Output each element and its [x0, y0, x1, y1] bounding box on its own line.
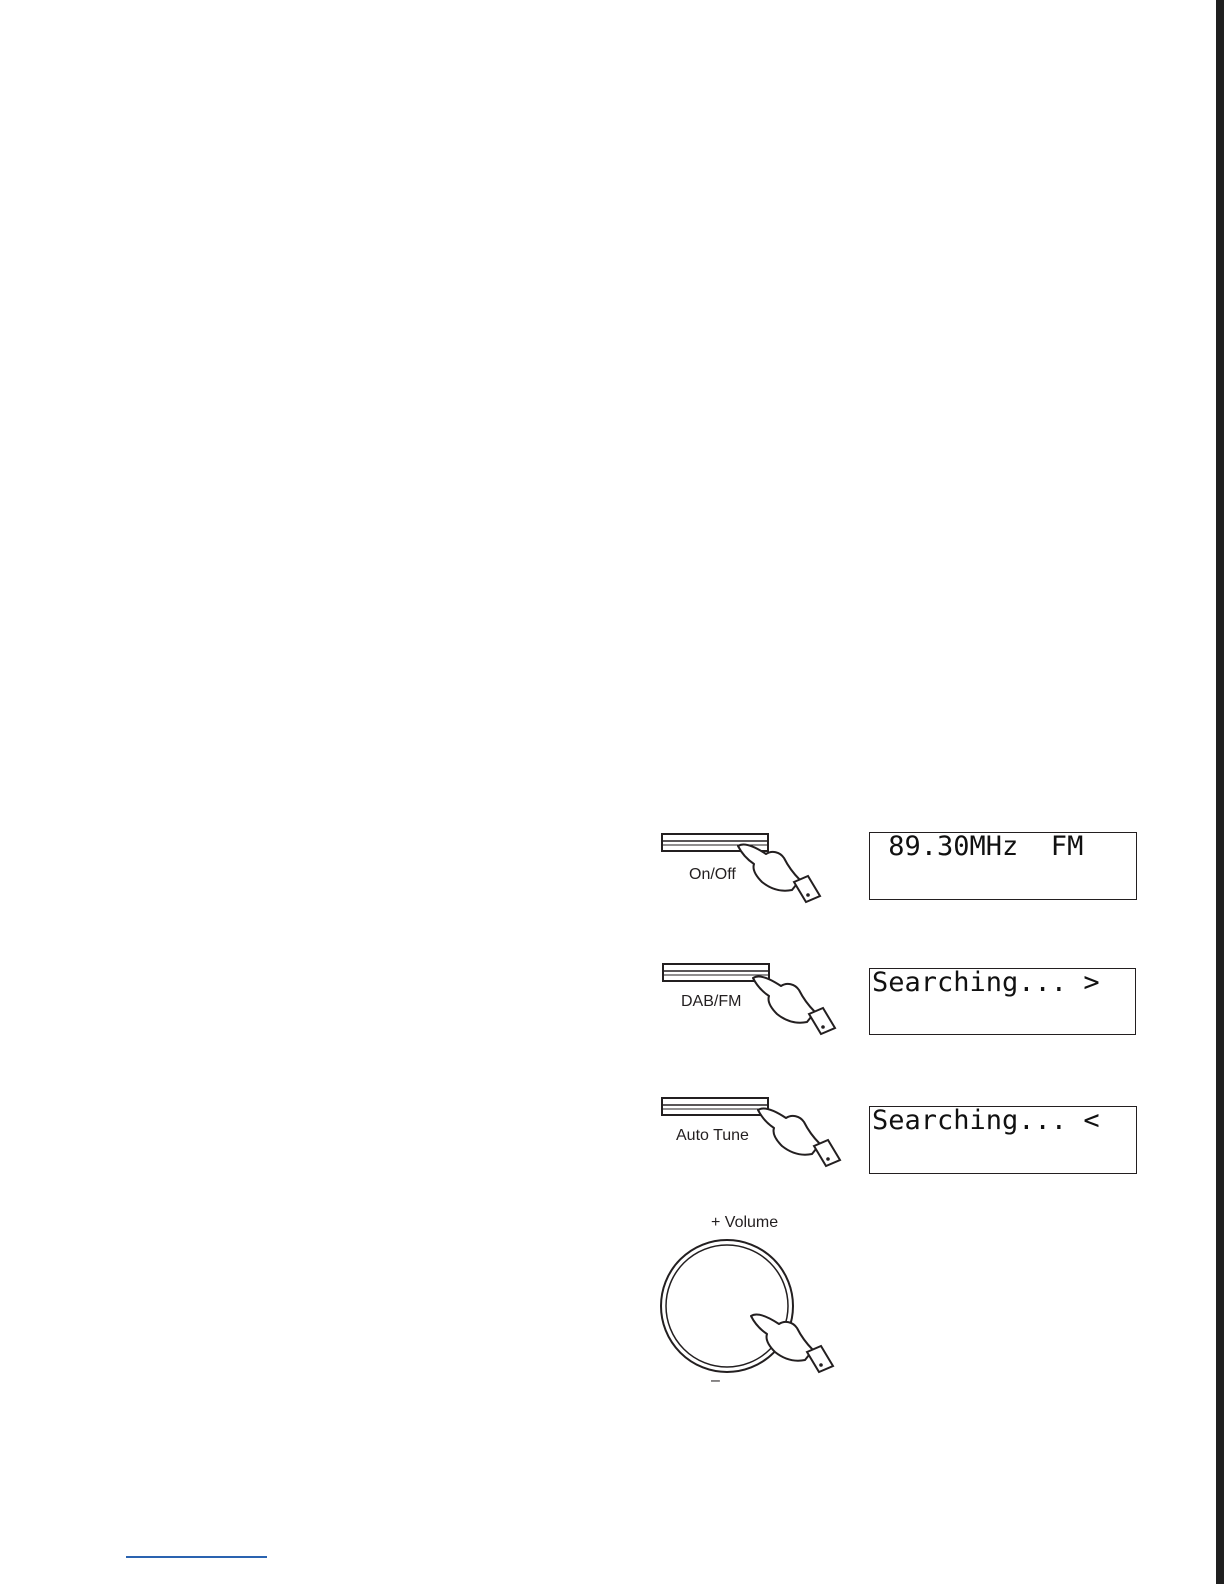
pointing-hand-icon [758, 1108, 840, 1166]
pointing-hand-icon [738, 844, 820, 902]
lcd-display-frequency [869, 832, 1137, 900]
page-edge-bar [1216, 0, 1224, 1584]
autotune-button-label: Auto Tune [676, 1127, 749, 1144]
onoff-button-illustration [660, 832, 830, 922]
dabfm-button-label: DAB/FM [681, 993, 742, 1010]
lcd-text-search-down: Searching... < [872, 1105, 1100, 1136]
lcd-display-search-up [869, 968, 1136, 1035]
onoff-button-label: On/Off [689, 866, 736, 883]
lcd-text-frequency: 89.30MHz FM [872, 831, 1084, 862]
lcd-display-search-down [869, 1106, 1137, 1174]
lcd-text-search-up: Searching... > [872, 967, 1100, 998]
pointing-hand-icon [753, 976, 835, 1034]
volume-minus-label: – [711, 1372, 720, 1389]
volume-knob-illustration [659, 1238, 849, 1388]
autotune-button-shape [662, 1098, 768, 1115]
volume-knob-outer [661, 1240, 793, 1372]
volume-plus-label: + Volume [711, 1214, 779, 1231]
footer-rule [126, 1556, 267, 1558]
